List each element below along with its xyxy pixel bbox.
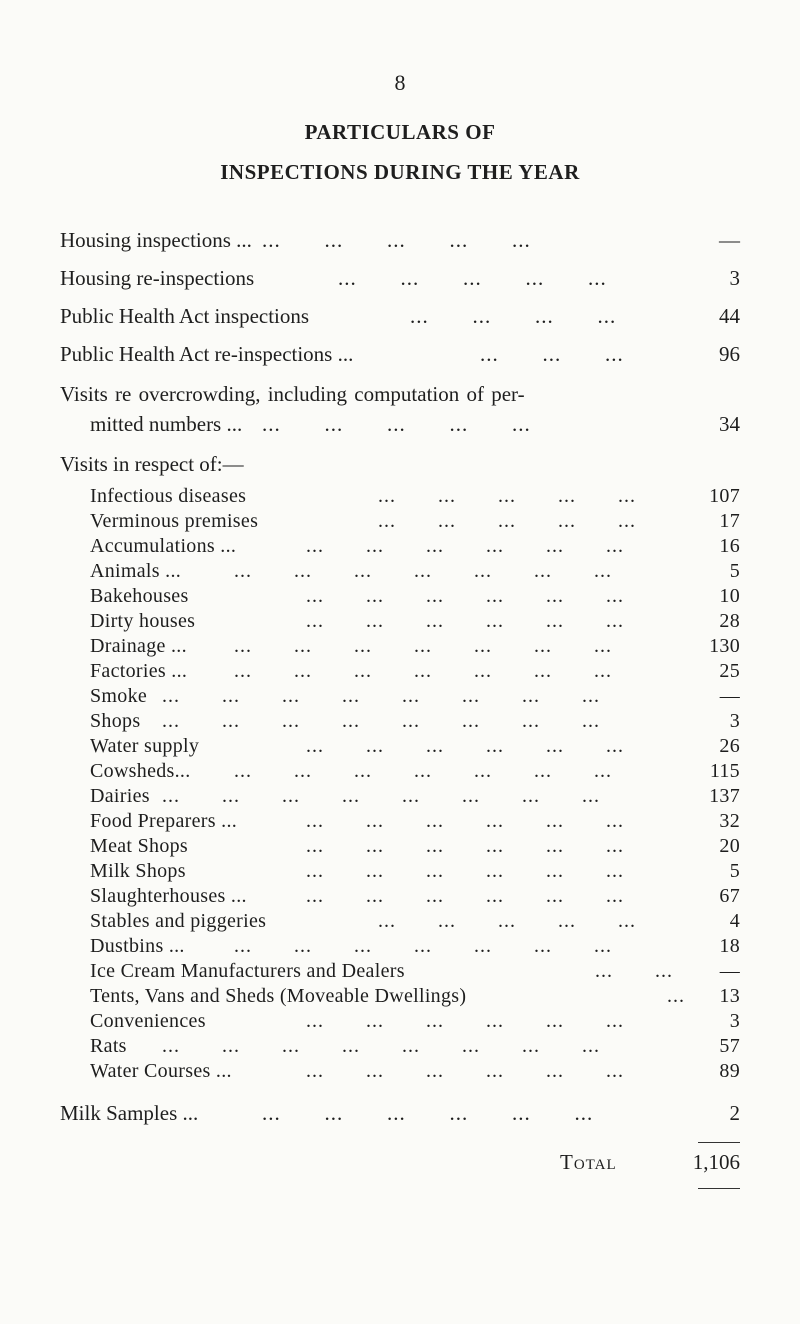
row-value: 96 bbox=[719, 342, 740, 366]
row-label: Dustbins ... bbox=[90, 935, 185, 957]
row-label: mitted numbers ... bbox=[90, 412, 243, 436]
row-total bbox=[0, 1150, 800, 1180]
leader-dots: ... ... ... ... ... bbox=[378, 485, 636, 507]
total-rule-top bbox=[698, 1142, 740, 1143]
leader-dots: ... ... ... ... ... ... bbox=[306, 535, 624, 557]
row-label: Stables and piggeries bbox=[90, 910, 267, 932]
leader-dots: ... ... ... ... ... ... ... ... bbox=[162, 785, 600, 807]
row-label: Bakehouses bbox=[90, 585, 189, 607]
row-label: Visits in respect of:— bbox=[60, 452, 244, 476]
leader-dots: ... ... ... ... ... ... ... bbox=[234, 660, 612, 682]
row-value: 13 bbox=[719, 985, 740, 1007]
row-housing-reinspections bbox=[0, 266, 800, 296]
leader-dots: ... ... ... ... ... bbox=[378, 910, 636, 932]
row-label: Food Preparers ... bbox=[90, 810, 238, 832]
leader-dots: ... ... bbox=[595, 960, 673, 982]
row-milk-samples bbox=[0, 1101, 800, 1131]
visits-heading bbox=[0, 452, 800, 482]
leader-dots: ... ... ... ... ... ... ... bbox=[234, 935, 612, 957]
row-value: 44 bbox=[719, 304, 740, 328]
row-value: 32 bbox=[719, 810, 740, 832]
row-label: Conveniences bbox=[90, 1010, 206, 1032]
row-value: 5 bbox=[729, 560, 740, 582]
row-value: 16 bbox=[719, 535, 740, 557]
row-label: Milk Samples ... bbox=[60, 1101, 199, 1125]
row-value: 3 bbox=[729, 1010, 740, 1032]
leader-dots: ... ... ... ... ... ... bbox=[306, 835, 624, 857]
total-rule-bottom bbox=[698, 1188, 740, 1189]
leader-dots: ... ... ... bbox=[480, 342, 624, 366]
leader-dots: ... ... ... ... ... ... ... bbox=[234, 560, 612, 582]
row-pha-reinspections bbox=[0, 342, 800, 372]
page-title-line-1: PARTICULARS OF bbox=[304, 120, 496, 144]
list-item bbox=[0, 1060, 800, 1090]
row-value: — bbox=[719, 685, 740, 707]
row-value: 20 bbox=[719, 835, 740, 857]
leader-dots: ... bbox=[667, 985, 685, 1007]
row-label: Slaughterhouses ... bbox=[90, 885, 247, 907]
row-label: Cowsheds... bbox=[90, 760, 191, 782]
row-value: 3 bbox=[729, 710, 740, 732]
leader-dots: ... ... ... ... ... ... ... bbox=[234, 635, 612, 657]
row-label: Visits re overcrowding, including computation of per- bbox=[60, 382, 525, 406]
leader-dots: ... ... ... ... ... bbox=[262, 412, 531, 436]
row-overcrowding-line-1 bbox=[0, 382, 800, 412]
row-pha-inspections bbox=[0, 304, 800, 334]
row-value: 10 bbox=[719, 585, 740, 607]
row-label: Drainage ... bbox=[90, 635, 187, 657]
page-title-line-2: INSPECTIONS DURING THE YEAR bbox=[220, 160, 580, 184]
leader-dots: ... ... ... ... ... ... ... ... bbox=[162, 685, 600, 707]
row-label: Accumulations ... bbox=[90, 535, 237, 557]
leader-dots: ... ... ... ... ... bbox=[338, 266, 607, 290]
total-label: Total bbox=[560, 1150, 617, 1174]
row-value: 17 bbox=[719, 510, 740, 532]
row-value: 25 bbox=[719, 660, 740, 682]
leader-dots: ... ... ... ... ... ... bbox=[306, 1010, 624, 1032]
page-number: 8 bbox=[394, 70, 406, 95]
row-label: Animals ... bbox=[90, 560, 182, 582]
row-label: Factories ... bbox=[90, 660, 188, 682]
leader-dots: ... ... ... ... ... ... bbox=[306, 735, 624, 757]
row-value: — bbox=[719, 228, 740, 252]
row-label: Dairies bbox=[90, 785, 150, 807]
row-value: 18 bbox=[719, 935, 740, 957]
row-overcrowding-line-2 bbox=[0, 412, 800, 442]
leader-dots: ... ... ... ... ... ... ... ... bbox=[162, 1035, 600, 1057]
row-label: Tents, Vans and Sheds (Moveable Dwellings) bbox=[90, 985, 467, 1007]
row-value: 2 bbox=[729, 1101, 740, 1125]
leader-dots: ... ... ... ... ... ... ... bbox=[234, 760, 612, 782]
leader-dots: ... ... ... ... ... ... bbox=[306, 1060, 624, 1082]
row-label: Rats bbox=[90, 1035, 127, 1057]
row-label: Water Courses ... bbox=[90, 1060, 232, 1082]
total-value: 1,106 bbox=[692, 1150, 740, 1174]
row-label: Dirty houses bbox=[90, 610, 196, 632]
row-label: Public Health Act re-inspections ... bbox=[60, 342, 354, 366]
row-value: 26 bbox=[719, 735, 740, 757]
leader-dots: ... ... ... ... ... ... bbox=[262, 1101, 594, 1125]
leader-dots: ... ... ... ... ... ... bbox=[306, 860, 624, 882]
row-housing-inspections bbox=[0, 228, 800, 258]
row-label: Housing re-inspections bbox=[60, 266, 255, 290]
row-value: 34 bbox=[719, 412, 740, 436]
leader-dots: ... ... ... ... ... ... bbox=[306, 585, 624, 607]
row-value: 89 bbox=[719, 1060, 740, 1082]
row-value: 67 bbox=[719, 885, 740, 907]
row-label: Public Health Act inspections bbox=[60, 304, 310, 328]
leader-dots: ... ... ... ... ... ... bbox=[306, 610, 624, 632]
row-value: 5 bbox=[729, 860, 740, 882]
row-label: Milk Shops bbox=[90, 860, 186, 882]
leader-dots: ... ... ... ... ... ... ... ... bbox=[162, 710, 600, 732]
row-value: 115 bbox=[709, 760, 740, 782]
row-value: 130 bbox=[709, 635, 740, 657]
leader-dots: ... ... ... ... ... bbox=[262, 228, 531, 252]
row-value: 137 bbox=[709, 785, 740, 807]
leader-dots: ... ... ... ... ... bbox=[378, 510, 636, 532]
row-label: Housing inspections ... bbox=[60, 228, 252, 252]
row-value: 107 bbox=[709, 485, 740, 507]
leader-dots: ... ... ... ... bbox=[410, 304, 617, 328]
row-value: 4 bbox=[729, 910, 740, 932]
row-value: 3 bbox=[729, 266, 740, 290]
leader-dots: ... ... ... ... ... ... bbox=[306, 885, 624, 907]
row-label: Ice Cream Manufacturers and Dealers bbox=[90, 960, 405, 982]
row-label: Meat Shops bbox=[90, 835, 188, 857]
row-value: 28 bbox=[719, 610, 740, 632]
row-value: 57 bbox=[719, 1035, 740, 1057]
row-label: Infectious diseases bbox=[90, 485, 247, 507]
row-value: — bbox=[719, 960, 740, 982]
row-label: Verminous premises bbox=[90, 510, 259, 532]
row-label: Water supply bbox=[90, 735, 200, 757]
row-label: Smoke bbox=[90, 685, 148, 707]
row-label: Shops bbox=[90, 710, 141, 732]
leader-dots: ... ... ... ... ... ... bbox=[306, 810, 624, 832]
